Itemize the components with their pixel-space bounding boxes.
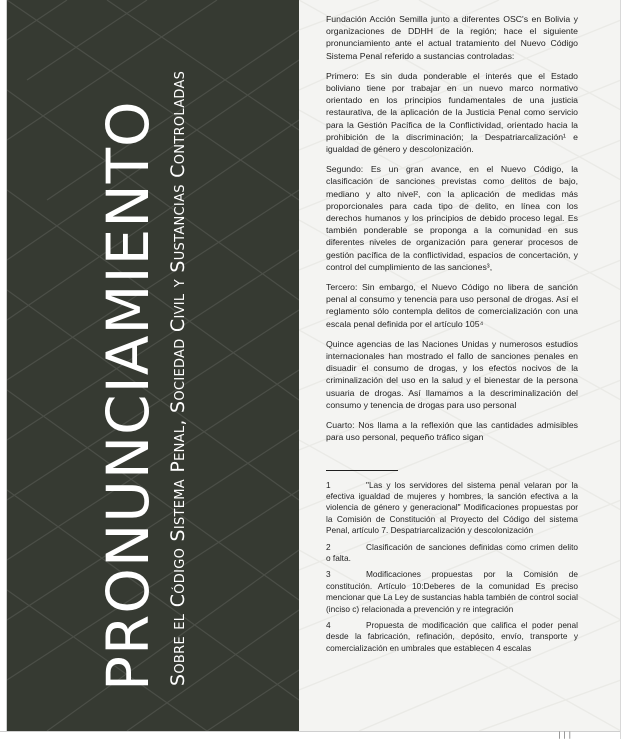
footnote-number: 1 xyxy=(326,479,331,490)
paragraph-primero: Primero: Es sin duda ponderable el interés que el Estado boliviano tiene por trabajar en un nuevo marco normativo orientado en los principios fundamentales de una justicia restaurativa, de la aplicación de la Justicia Penal como servicio para la Gestión Pacífica de la Conflictividad, orientado hacia la prohibición de la discriminación; la Despatriarcalización¹ e igualdad de género y descolonización. xyxy=(326,70,578,155)
crop-marks: ||| xyxy=(557,731,573,739)
paragraph-segundo: Segundo: Es un gran avance, en el Nuevo Código, la clasificación de sanciones previstas como delitos de bajo, mediano y alto nivel², con la aplicación de medidas más proporcionales para cada tipo de delito, en línea con los derechos humanos y los principios de debido proceso legal. Es también ponderable se proponga a la comunidad en sus diferentes niveles de organización para generar procesos de gestión pacífica de la conflictividad, espacios de concertación, y control del cumplimiento de las sanciones³, xyxy=(326,164,578,272)
footnote-text: Propuesta de modificación que califica el poder penal desde la fabricación, refinación, depósito, envío, transporte y comercialización en umbrales que establecen 4 escalas xyxy=(326,619,578,653)
footnote-text: Clasificación de sanciones definidas como crimen delito o falta. xyxy=(326,541,578,563)
text-panel xyxy=(299,0,621,731)
footnote-divider xyxy=(326,470,398,471)
footnote-item xyxy=(326,620,578,654)
footnote-text: "Las y los servidores del sistema penal velaran por la efectiva igualdad de mujeres y hombres, la sanción efectiva a la violencia de género y generacional" Modificaciones propuestas por la Comisión de Constitución al Proyecto del Código del sistema Penal, artículo 7. Despatriarcalización y descolonización xyxy=(326,479,578,536)
footnote-number: 4 xyxy=(326,619,331,630)
title-panel xyxy=(7,0,299,731)
footnote-item xyxy=(326,480,578,537)
paragraph-quince: Quince agencias de las Naciones Unidas y numerosos estudios internacionales han mostrado el fallo de sanciones penales en disuadir el consumo de drogas, y los efectos nocivos de la criminalización del uso en la salud y el bienestar de la persona usuaria de drogas. Así llamamos a la descriminalización del consumo y tenencia de drogas para uso personal xyxy=(326,338,578,410)
document-title: PRONUNCIAMIENTO xyxy=(94,100,162,691)
footnote-item xyxy=(326,542,578,565)
document-subtitle: Sobre el Código Sistema Penal, Sociedad Civil y Sustancias Controladas xyxy=(167,70,189,686)
paragraph-tercero: Tercero: Sin embargo, el Nuevo Código no libera de sanción penal al consumo y tenencia para uso personal de drogas. Así el reglamento sólo contempla delitos de comercialización con una escala penal definida por el artículo 105⁴ xyxy=(326,282,578,329)
paragraph-cuarto: Cuarto: Nos llama a la reflexión que las cantidades admisibles para uso personal, pequeño tráfico sigan xyxy=(326,420,578,443)
footnote-number: 2 xyxy=(326,541,331,552)
vertical-title-block xyxy=(7,0,299,731)
text-content xyxy=(326,13,578,659)
intro-paragraph: Fundación Acción Semilla junto a diferentes OSC's en Bolivia y organizaciones de DDHH de la región; hace el siguiente pronunciamiento ante el actual tratamiento del Nuevo Código Sistema Penal referido a sustancias controladas: xyxy=(326,14,578,61)
footnote-number: 3 xyxy=(326,569,331,580)
footnote-item xyxy=(326,569,578,615)
footnote-text: Modificaciones propuestas por la Comisión de constitución. Artículo 10:Deberes de la comunidad Es preciso mencionar que La Ley de sustancias habla también de control social (inciso c) relacionada a prevención y re integración xyxy=(326,569,578,614)
